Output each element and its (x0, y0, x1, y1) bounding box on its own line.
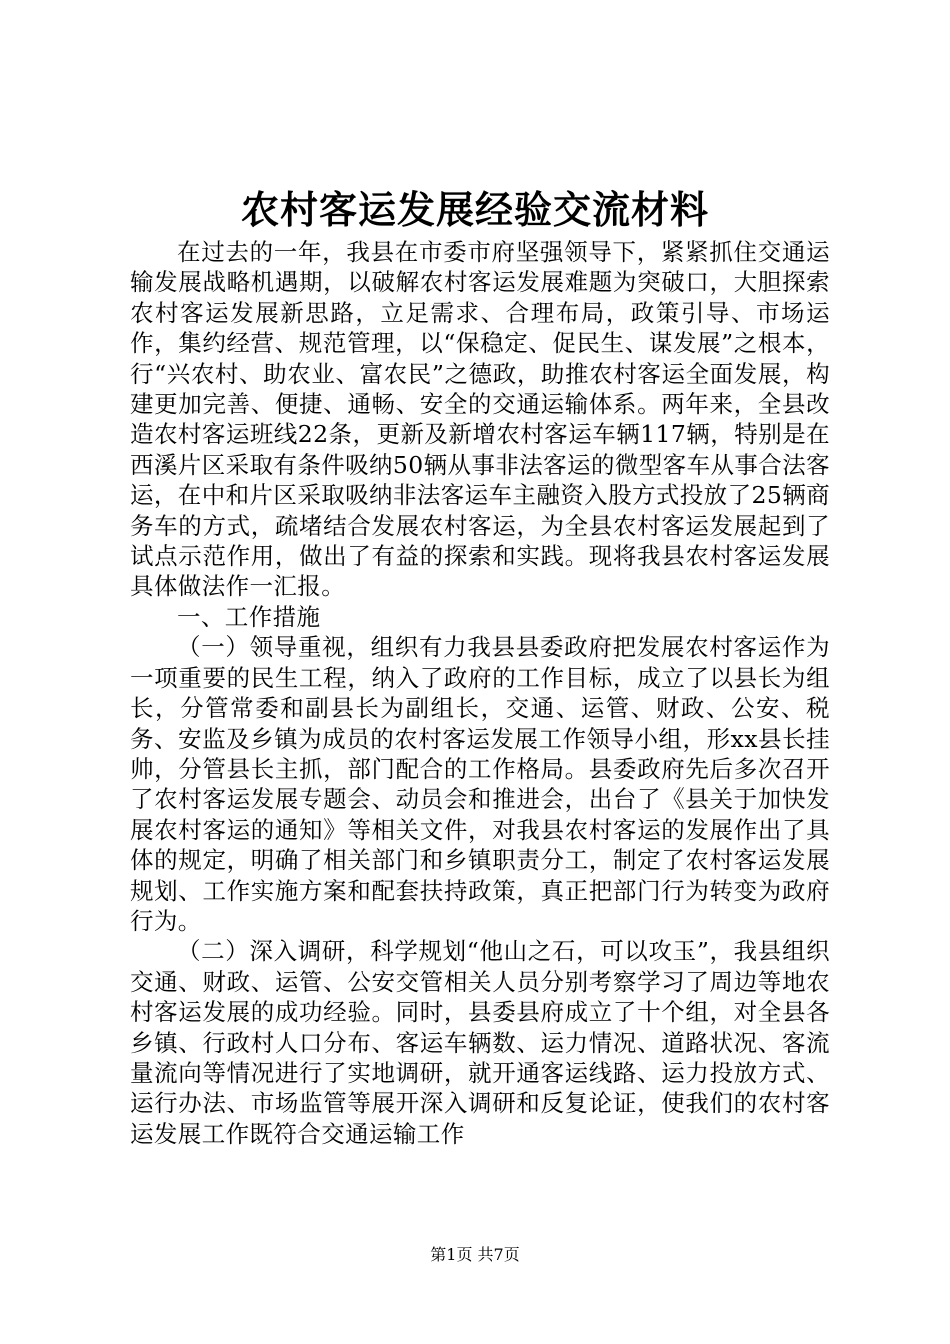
page-number: 第1页 共7页 (430, 1245, 520, 1264)
paragraph-intro: 在过去的一年，我县在市委市府坚强领导下，紧紧抓住交通运输发展战略机遇期，以破解农村客运发展难题为突破口，大胆探索农村客运发展新思路，立足需求、合理布局，政策引导、市场运作，集约经营、规范管理，以“保稳定、促民生、谋发展”之根本，行“兴农村、助农业、富农民”之德政，助推农村客运全面发展，构建更加完善、便捷、通畅、安全的交通运输体系。两年来，全县改造农村客运班线22条，更新及新增农村客运车辆117辆，特别是在西溪片区采取有条件吸纳50辆从事非法客运的微型客车从事合法客运，在中和片区采取吸纳非法客运车主融资入股方式投放了25辆商务车的方式，疏堵结合发展农村客运，为全县农村客运发展起到了试点示范作用，做出了有益的探索和实践。现将我县农村客运发展具体做法作一汇报。 (130, 238, 830, 601)
paragraph-leadership: （一）领导重视，组织有力我县县委政府把发展农村客运作为一项重要的民生工程，纳入了政府的工作目标，成立了以县长为组长，分管常委和副县长为副组长，交通、运管、财政、公安、税务、安监及乡镇为成员的农村客运发展工作领导小组，形xx县长挂帅，分管县长主抓，部门配合的工作格局。县委政府先后多次召开了农村客运发展专题会、动员会和推进会，出台了《县关于加快发展农村客运的通知》等相关文件，对我县农村客运的发展作出了具体的规定，明确了相关部门和乡镇职责分工，制定了农村客运发展规划、工作实施方案和配套扶持政策，真正把部门行为转变为政府行为。 (130, 633, 830, 935)
paragraph-research-planning: （二）深入调研，科学规划“他山之石，可以攻玉”，我县组织交通、财政、运管、公安交管相关人员分别考察学习了周边等地农村客运发展的成功经验。同时，县委县府成立了十个组，对全县各乡镇、行政村人口分布、客运车辆数、运力情况、道路状况、客流量流向等情况进行了实地调研，就开通客运线路、运力投放方式、运行办法、市场监管等展开深入调研和反复论证，使我们的农村客运发展工作既符合交通运输工作 (130, 937, 830, 1148)
section-heading-work-measures: 一、工作措施 (177, 602, 321, 631)
document-body (130, 237, 830, 1149)
document-title: 农村客运发展经验交流材料 (240, 187, 709, 232)
